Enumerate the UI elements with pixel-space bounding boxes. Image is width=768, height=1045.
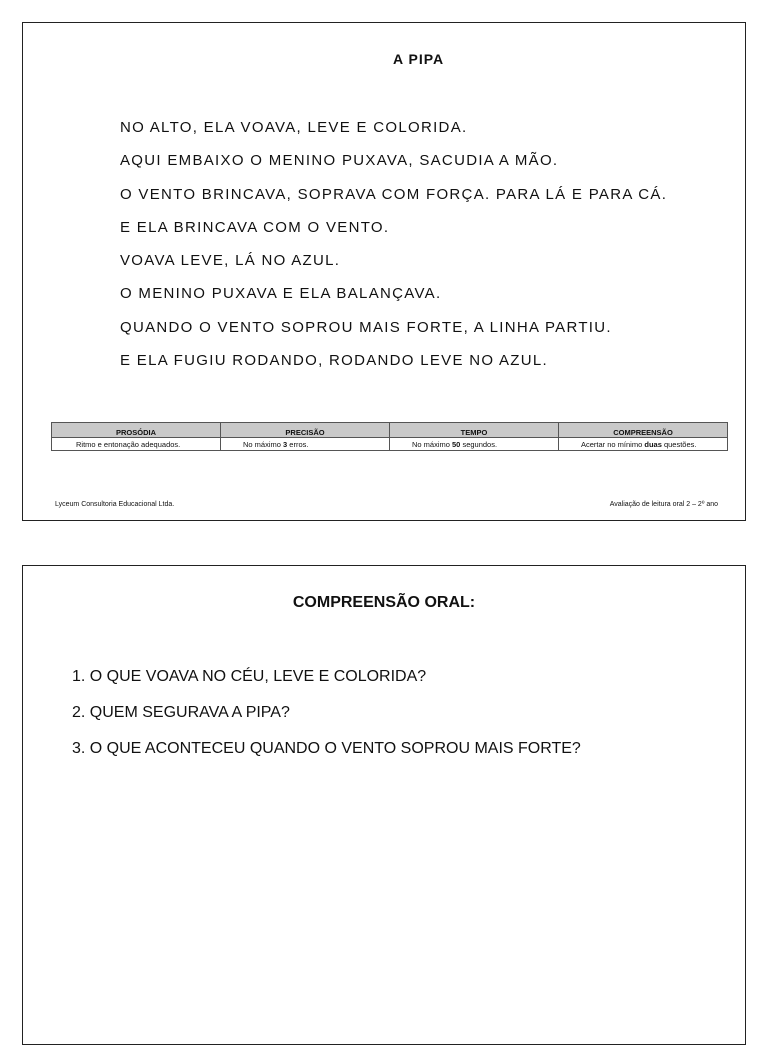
cell-prosodia: Ritmo e entonação adequados. [52,438,221,451]
criteria-table [51,422,728,451]
table-row [52,438,728,451]
page-title: A PIPA [393,51,445,67]
footer-assessment: Avaliação de leitura oral 2 – 2º ano [609,501,718,508]
footer-company: Lyceum Consultoria Educacional Ltda. [55,501,175,508]
cell-tempo [390,438,559,451]
poem-line: AQUI EMBAIXO O MENINO PUXAVA, SACUDIA A MÃO. [120,152,559,170]
header-tempo: TEMPO [390,423,559,438]
poem-line: VOAVA LEVE, LÁ NO AZUL. [120,252,341,270]
question-item: 1. O QUE VOAVA NO CÉU, LEVE E COLORIDA? [72,668,427,685]
cell-bold-value: duas [644,439,662,449]
cell-text: segundos. [460,439,498,449]
poem-line: O MENINO PUXAVA E ELA BALANÇAVA. [120,285,442,303]
poem-text [120,116,667,382]
question-item: 2. QUEM SEGURAVA A PIPA? [72,704,290,721]
poem-line: NO ALTO, ELA VOAVA, LEVE E COLORIDA. [120,119,468,136]
cell-text: No máximo [412,439,453,449]
poem-line: E ELA FUGIU RODANDO, RODANDO LEVE NO AZUL. [120,352,549,370]
questions-page [22,565,746,1045]
reading-page [22,22,746,521]
poem-line: O VENTO BRINCAVA, SOPRAVA COM FORÇA. PARA LÁ E PARA CÁ. [120,185,668,203]
header-prosodia: PROSÓDIA [52,423,221,438]
cell-text: No máximo [243,439,284,449]
poem-line: QUANDO O VENTO SOPROU MAIS FORTE, A LINHA PARTIU. [120,318,612,336]
question-item: 3. O QUE ACONTECEU QUANDO O VENTO SOPROU MAIS FORTE? [72,740,581,757]
table-header-row [52,423,728,438]
cell-compreensao [559,438,728,451]
question-list [72,666,581,774]
cell-bold-value: 50 [452,439,461,449]
cell-text: questões. [661,439,697,449]
cell-bold-value: 3 [283,439,288,449]
poem-line: E ELA BRINCAVA COM O VENTO. [120,218,390,236]
cell-precisao [221,438,390,451]
cell-text: erros. [287,439,309,449]
header-compreensao: COMPREENSÃO [559,423,728,438]
header-precisao: PRECISÃO [221,423,390,438]
page-title: COMPREENSÃO ORAL: [292,594,476,611]
cell-text: Acertar no mínimo [581,439,645,449]
